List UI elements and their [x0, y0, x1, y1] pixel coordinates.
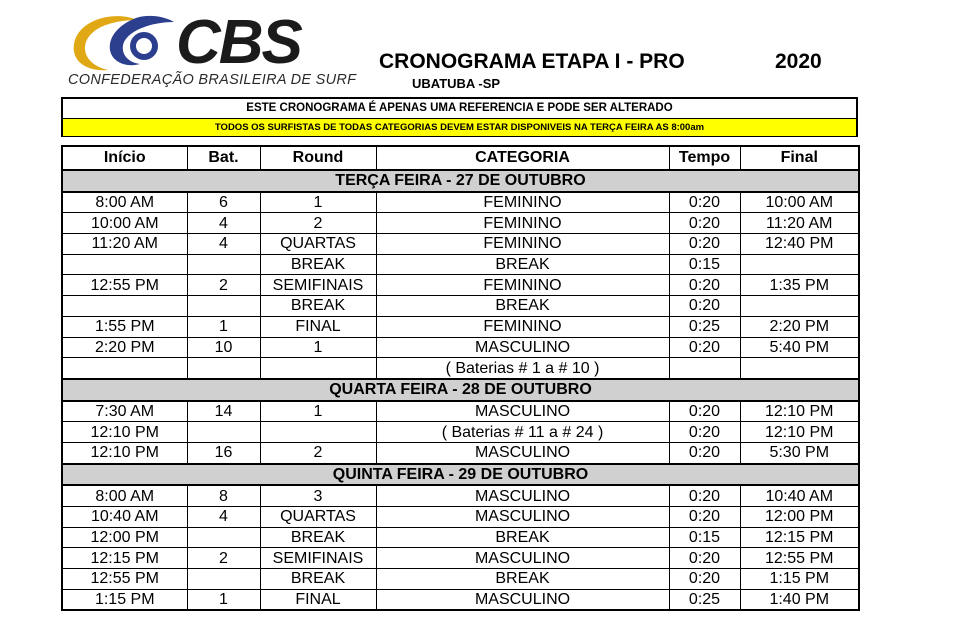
start-time-cell: 11:20 AM [62, 234, 187, 255]
end-time-cell [740, 254, 859, 275]
day-header-row [62, 464, 859, 486]
table-row [62, 442, 859, 463]
start-time-cell: 12:55 PM [62, 569, 187, 590]
end-time-cell: 10:40 AM [740, 485, 859, 506]
category-cell: BREAK [376, 296, 669, 317]
category-cell: MASCULINO [376, 401, 669, 422]
duration-cell: 0:15 [669, 254, 740, 275]
start-time-cell [62, 296, 187, 317]
duration-cell [669, 358, 740, 379]
table-row [62, 337, 859, 358]
round-cell: SEMIFINAIS [260, 548, 376, 569]
duration-cell: 0:20 [669, 401, 740, 422]
round-cell: QUARTAS [260, 507, 376, 528]
logo-wordmark: CBS [176, 8, 301, 77]
category-cell: FEMININO [376, 213, 669, 234]
category-cell: BREAK [376, 254, 669, 275]
notice-disclaimer: ESTE CRONOGRAMA É APENAS UMA REFERENCIA E PODE SER ALTERADO [63, 99, 856, 119]
heats-cell: 14 [187, 401, 260, 422]
start-time-cell: 12:55 PM [62, 275, 187, 296]
table-row [62, 254, 859, 275]
cbs-logo [68, 8, 368, 92]
round-cell: 1 [260, 192, 376, 213]
duration-cell: 0:15 [669, 527, 740, 548]
round-cell: BREAK [260, 254, 376, 275]
end-time-cell: 12:40 PM [740, 234, 859, 255]
heats-cell: 6 [187, 192, 260, 213]
category-cell: FEMININO [376, 234, 669, 255]
duration-cell: 0:20 [669, 337, 740, 358]
start-time-cell: 12:10 PM [62, 422, 187, 443]
start-time-cell: 10:40 AM [62, 507, 187, 528]
category-cell: BREAK [376, 527, 669, 548]
table-row [62, 485, 859, 506]
table-row [62, 422, 859, 443]
notice-availability: TODOS OS SURFISTAS DE TODAS CATEGORIAS DEVEM ESTAR DISPONIVEIS NA TERÇA FEIRA AS 8:00am [63, 119, 856, 136]
heats-cell: 4 [187, 507, 260, 528]
end-time-cell: 1:40 PM [740, 589, 859, 610]
category-cell: FEMININO [376, 316, 669, 337]
category-cell: FEMININO [376, 275, 669, 296]
heats-cell [187, 296, 260, 317]
duration-cell: 0:20 [669, 442, 740, 463]
round-cell: BREAK [260, 296, 376, 317]
duration-cell: 0:20 [669, 422, 740, 443]
start-time-cell: 1:55 PM [62, 316, 187, 337]
start-time-cell [62, 254, 187, 275]
category-cell: MASCULINO [376, 442, 669, 463]
heats-cell: 1 [187, 316, 260, 337]
round-cell: BREAK [260, 527, 376, 548]
table-row [62, 358, 859, 379]
heats-cell: 16 [187, 442, 260, 463]
heats-cell: 10 [187, 337, 260, 358]
event-location: UBATUBA -SP [412, 76, 501, 91]
round-cell [260, 422, 376, 443]
table-row [62, 589, 859, 610]
event-year: 2020 [775, 50, 822, 73]
duration-cell: 0:20 [669, 213, 740, 234]
table-row [62, 401, 859, 422]
start-time-cell: 1:15 PM [62, 589, 187, 610]
round-cell: 2 [260, 213, 376, 234]
round-cell: QUARTAS [260, 234, 376, 255]
end-time-cell: 2:20 PM [740, 316, 859, 337]
table-row [62, 316, 859, 337]
column-header-bat: Bat. [187, 146, 260, 170]
category-cell: MASCULINO [376, 337, 669, 358]
duration-cell: 0:25 [669, 316, 740, 337]
round-cell: SEMIFINAIS [260, 275, 376, 296]
wave-swirl-icon [68, 12, 178, 74]
start-time-cell: 8:00 AM [62, 485, 187, 506]
end-time-cell: 5:40 PM [740, 337, 859, 358]
category-cell: MASCULINO [376, 589, 669, 610]
category-cell: MASCULINO [376, 507, 669, 528]
table-row [62, 234, 859, 255]
heats-cell: 2 [187, 275, 260, 296]
duration-cell: 0:20 [669, 296, 740, 317]
end-time-cell: 12:10 PM [740, 401, 859, 422]
heats-cell [187, 569, 260, 590]
round-cell: 1 [260, 401, 376, 422]
start-time-cell: 12:10 PM [62, 442, 187, 463]
day-label: TERÇA FEIRA - 27 DE OUTUBRO [62, 170, 859, 192]
category-cell: MASCULINO [376, 548, 669, 569]
duration-cell: 0:20 [669, 234, 740, 255]
day-label: QUARTA FEIRA - 28 DE OUTUBRO [62, 379, 859, 401]
duration-cell: 0:20 [669, 192, 740, 213]
duration-cell: 0:20 [669, 507, 740, 528]
heats-cell [187, 422, 260, 443]
heats-cell: 2 [187, 548, 260, 569]
category-cell: MASCULINO [376, 485, 669, 506]
heats-cell [187, 527, 260, 548]
start-time-cell [62, 358, 187, 379]
column-header-categoria: CATEGORIA [376, 146, 669, 170]
table-row [62, 569, 859, 590]
table-row [62, 507, 859, 528]
heats-cell: 1 [187, 589, 260, 610]
round-cell: BREAK [260, 569, 376, 590]
end-time-cell: 12:10 PM [740, 422, 859, 443]
start-time-cell: 12:00 PM [62, 527, 187, 548]
end-time-cell: 11:20 AM [740, 213, 859, 234]
column-header-round: Round [260, 146, 376, 170]
category-cell: ( Baterias # 1 a # 10 ) [376, 358, 669, 379]
table-row [62, 192, 859, 213]
round-cell: 2 [260, 442, 376, 463]
duration-cell: 0:20 [669, 485, 740, 506]
column-header-tempo: Tempo [669, 146, 740, 170]
end-time-cell: 12:15 PM [740, 527, 859, 548]
round-cell: FINAL [260, 589, 376, 610]
schedule-body [62, 170, 859, 610]
table-row [62, 296, 859, 317]
end-time-cell: 1:35 PM [740, 275, 859, 296]
table-row [62, 527, 859, 548]
notice-box [61, 97, 858, 137]
heats-cell: 4 [187, 234, 260, 255]
duration-cell: 0:20 [669, 569, 740, 590]
round-cell: FINAL [260, 316, 376, 337]
duration-cell: 0:20 [669, 548, 740, 569]
end-time-cell [740, 296, 859, 317]
round-cell: 3 [260, 485, 376, 506]
table-header-row [62, 146, 859, 170]
logo-subtitle: CONFEDERAÇÃO BRASILEIRA DE SURF [68, 72, 357, 88]
end-time-cell: 10:00 AM [740, 192, 859, 213]
start-time-cell: 7:30 AM [62, 401, 187, 422]
table-row [62, 548, 859, 569]
round-cell: 1 [260, 337, 376, 358]
column-header-inicio: Início [62, 146, 187, 170]
category-cell: FEMININO [376, 192, 669, 213]
table-row [62, 275, 859, 296]
heats-cell [187, 358, 260, 379]
end-time-cell [740, 358, 859, 379]
day-header-row [62, 170, 859, 192]
start-time-cell: 8:00 AM [62, 192, 187, 213]
round-cell [260, 358, 376, 379]
start-time-cell: 2:20 PM [62, 337, 187, 358]
end-time-cell: 5:30 PM [740, 442, 859, 463]
page-title: CRONOGRAMA ETAPA I - PRO [379, 50, 685, 73]
end-time-cell: 1:15 PM [740, 569, 859, 590]
start-time-cell: 10:00 AM [62, 213, 187, 234]
heats-cell: 8 [187, 485, 260, 506]
duration-cell: 0:25 [669, 589, 740, 610]
duration-cell: 0:20 [669, 275, 740, 296]
heats-cell [187, 254, 260, 275]
table-row [62, 213, 859, 234]
category-cell: BREAK [376, 569, 669, 590]
end-time-cell: 12:55 PM [740, 548, 859, 569]
start-time-cell: 12:15 PM [62, 548, 187, 569]
day-header-row [62, 379, 859, 401]
end-time-cell: 12:00 PM [740, 507, 859, 528]
schedule-table [61, 145, 860, 611]
heats-cell: 4 [187, 213, 260, 234]
category-cell: ( Baterias # 11 a # 24 ) [376, 422, 669, 443]
day-label: QUINTA FEIRA - 29 DE OUTUBRO [62, 464, 859, 486]
column-header-final: Final [740, 146, 859, 170]
